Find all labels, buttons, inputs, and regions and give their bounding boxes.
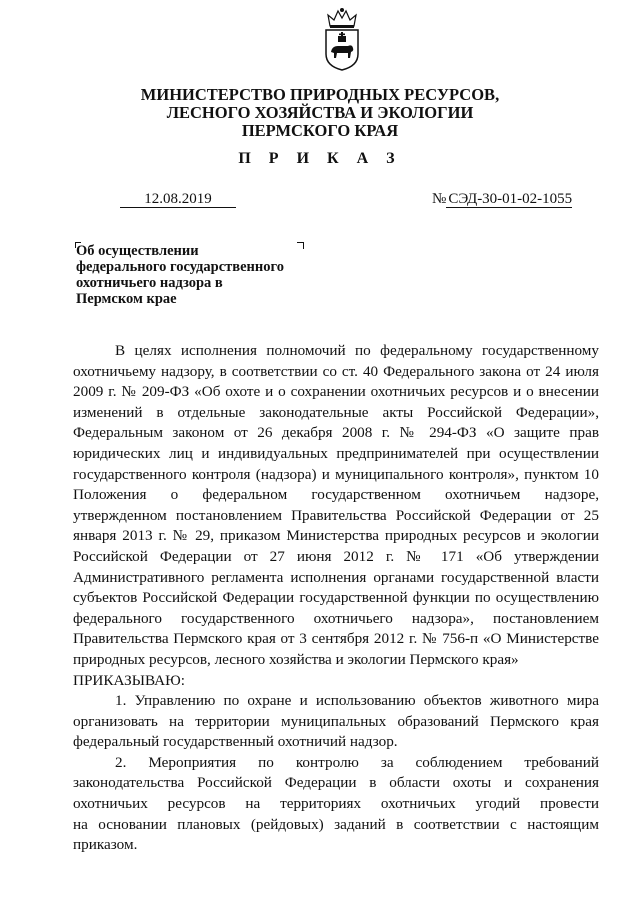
item-2-line: приказом. [73, 836, 138, 854]
ministry-name-line: МИНИСТЕРСТВО ПРИРОДНЫХ РЕСУРСОВ, [140, 85, 500, 104]
body-line: утвержденном постановлением Правительства Российской Федерации от 25 [73, 506, 599, 524]
number-value: СЭД-30-01-02-1055 [448, 191, 573, 207]
body-line: охотничьему надзору, в соответствии со ст. 40 Федерального закона от 24 июля [73, 362, 599, 380]
document-type-title: П Р И К А З [238, 150, 402, 167]
body-line: В целях исполнения полномочий по федеральному государственному [115, 342, 599, 359]
body-line: Правительства Пермского края от 3 сентября 2012 г. № 756-п «О Министерстве [73, 630, 599, 648]
item-1-line: федеральный государственный охотничий надзор. [73, 733, 398, 751]
order-word: ПРИКАЗЫВАЮ: [73, 671, 185, 689]
subject-line: Об осуществлении [76, 243, 199, 259]
body-line: федерального государственного охотничьего надзора», постановлением [73, 609, 599, 627]
document-number [432, 191, 572, 208]
document-subject [76, 243, 284, 307]
body-line: государственного контроля (надзора) и муниципального контроля», пунктом 10 [73, 465, 599, 483]
document-date: 12.08.2019 [120, 192, 236, 208]
document-body [73, 341, 599, 856]
item-2-line: 2. Мероприятия по контролю за соблюдением требований [115, 753, 599, 771]
body-line: изменений в отдельные законодательные акты Российской Федерации», [73, 403, 599, 421]
body-line: Положения о федеральном государственном охотничьем надзоре, [73, 486, 599, 504]
body-line: юридических лиц и индивидуальных предпринимателей при осуществлении [73, 444, 599, 462]
body-line: природных ресурсов, лесного хозяйства и экологии Пермского края» [73, 650, 519, 668]
subject-bracket-right [297, 242, 304, 249]
subject-line: Пермском крае [76, 291, 177, 307]
body-line: января 2013 г. № 29, приказом Министерства природных ресурсов и экологии [73, 527, 599, 545]
item-2-line: охотничьих ресурсов на территориях охотничьих угодий провести [73, 795, 599, 813]
ministry-name-line: ПЕРМСКОГО КРАЯ [241, 121, 399, 140]
coat-of-arms-emblem [322, 6, 362, 72]
body-line: субъектов Российской Федерации государственной функции по осуществлению [73, 589, 599, 607]
subject-line: федерального государственного [76, 259, 284, 275]
item-1-line: 1. Управлению по охране и использованию объектов животного мира [115, 692, 599, 710]
body-line: 2009 г. № 209-ФЗ «Об охоте и о сохранении охотничьих ресурсов и о внесении [73, 383, 599, 401]
body-line: Российской Федерации от 27 июня 2012 г. № 171 «Об утверждении [73, 547, 599, 565]
item-1-line: организовать на территории муниципальных образований Пермского края [73, 712, 599, 730]
item-2-line: на основании плановых (рейдовых) заданий в соответствии с настоящим [73, 815, 599, 833]
ministry-name-line: ЛЕСНОГО ХОЗЯЙСТВА И ЭКОЛОГИИ [166, 103, 474, 122]
body-line: Федеральным законом от 26 декабря 2008 г. № 294-ФЗ «О защите прав [73, 424, 599, 442]
body-line: Административного регламента исполнения органами государственной власти [73, 568, 599, 586]
ministry-name [0, 86, 640, 140]
subject-line: охотничьего надзора в [76, 275, 223, 291]
item-2-line: законодательства Российской Федерации в области охоты и сохранения [73, 774, 599, 792]
number-sign: № [432, 191, 447, 207]
